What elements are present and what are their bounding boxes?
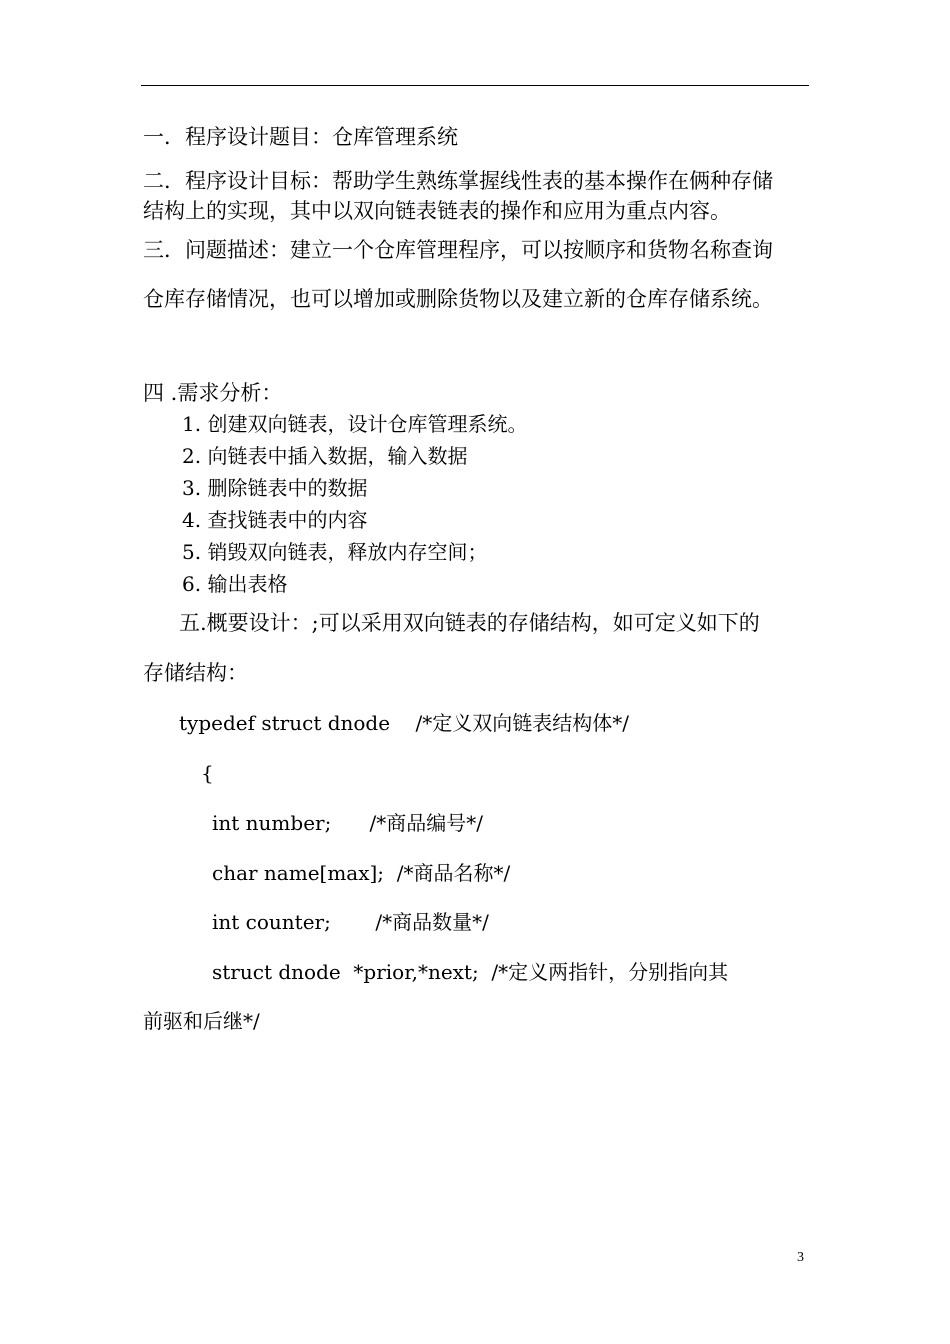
section-2-line-2: 结构上的实现，其中以双向链表链表的操作和应用为重点内容。	[143, 199, 731, 223]
code-name-field: char name[max]; /*商品名称*/	[212, 861, 511, 885]
page-number: 3	[797, 1250, 804, 1265]
code-typedef-line: typedef struct dnode /*定义双向链表结构体*/	[179, 711, 629, 735]
code-pointer-fields: struct dnode *prior,*next; /*定义两指针，分别指向其	[212, 960, 729, 984]
code-number-field: int number; /*商品编号*/	[212, 811, 483, 835]
section-4-heading: 四 .需求分析：	[143, 381, 283, 405]
code-counter-field: int counter; /*商品数量*/	[212, 910, 489, 934]
requirement-item: 3. 删除链表中的数据	[182, 476, 368, 500]
section-1-title: 一．程序设计题目：仓库管理系统	[143, 125, 458, 149]
section-2-line-1: 二．程序设计目标：帮助学生熟练掌握线性表的基本操作在俩种存储	[143, 169, 773, 193]
code-open-brace: {	[201, 761, 214, 785]
section-5-line-1: 五.概要设计：;可以采用双向链表的存储结构，如可定义如下的	[179, 611, 760, 635]
requirement-item: 5. 销毁双向链表，释放内存空间；	[182, 540, 488, 564]
requirement-item: 1. 创建双向链表，设计仓库管理系统。	[182, 412, 528, 436]
requirement-item: 4. 查找链表中的内容	[182, 508, 368, 532]
section-3-line-2: 仓库存储情况，也可以增加或删除货物以及建立新的仓库存储系统。	[143, 287, 773, 311]
code-pointer-comment-continued: 前驱和后继*/	[143, 1009, 260, 1033]
section-5-line-2: 存储结构：	[143, 661, 248, 685]
header-rule	[141, 85, 809, 86]
section-3-line-1: 三．问题描述：建立一个仓库管理程序，可以按顺序和货物名称查询	[143, 238, 773, 262]
requirement-item: 6. 输出表格	[182, 572, 288, 596]
requirement-item: 2. 向链表中插入数据，输入数据	[182, 444, 468, 468]
